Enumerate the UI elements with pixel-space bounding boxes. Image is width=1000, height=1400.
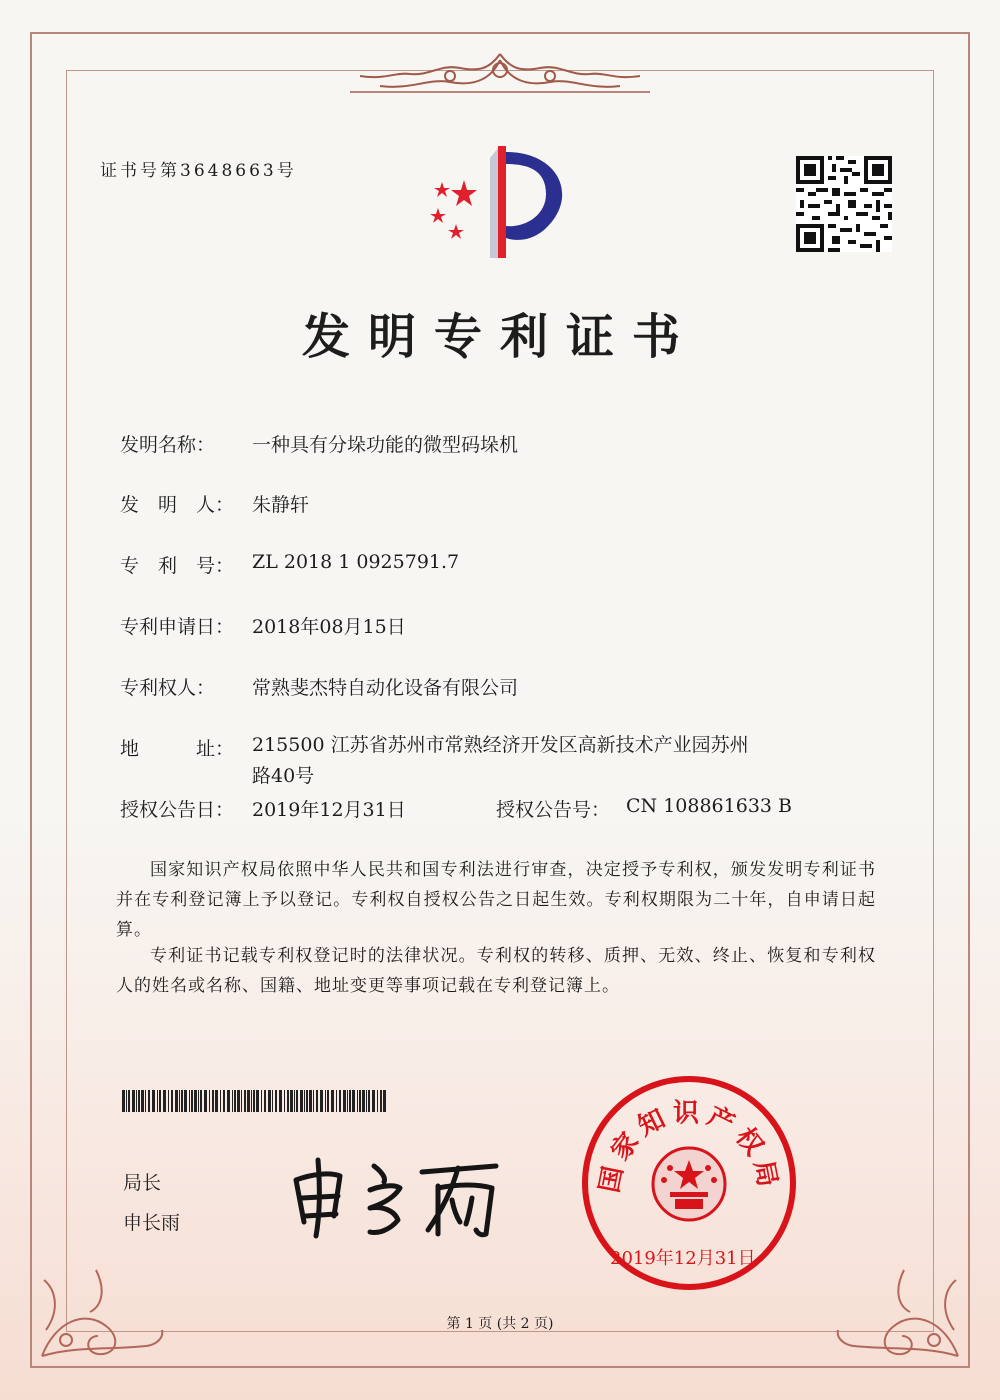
grant-date-label: 授权公告日： [120, 799, 235, 821]
invention-name-value: 一种具有分垛功能的微型码垛机 [252, 434, 519, 456]
grant-date-value: 2019年12月31日 [252, 799, 406, 821]
handwritten-signature [282, 1150, 512, 1240]
signature-name: 申长雨 [123, 1212, 181, 1234]
address-value: 215500 江苏省苏州市常熟经济开发区高新技术产业园苏州路40号 [252, 734, 749, 787]
certificate-number: 证书号第3648663号 [100, 161, 297, 181]
application-date-label: 专利申请日： [120, 616, 235, 638]
address-label: 地 址： [120, 738, 235, 760]
seal-date: 2019年12月31日 [610, 1248, 756, 1269]
signature-role: 局长 [123, 1172, 162, 1194]
national-emblem-icon [653, 1148, 725, 1220]
ornament-bottom-left [36, 1250, 176, 1362]
qr-code-icon [796, 156, 892, 252]
page-footer: 第 1 页 (共 2 页) [446, 1316, 554, 1332]
grant-number-value: CN 108861633 B [626, 795, 792, 817]
cnipa-logo-icon [420, 138, 580, 268]
grant-number-label: 授权公告号： [496, 799, 611, 821]
inventor-value: 朱静轩 [252, 494, 310, 516]
patent-number-value: ZL 2018 1 0925791.7 [252, 551, 460, 573]
barcode-icon [122, 1090, 386, 1112]
patent-number-label: 专 利 号： [120, 555, 235, 577]
inventor-label: 发 明 人： [120, 494, 235, 516]
ornament-bottom-right [824, 1250, 964, 1362]
application-date-value: 2018年08月15日 [252, 616, 406, 638]
paragraph-1: 国家知识产权局依照中华人民共和国专利法进行审查，决定授予专利权，颁发发明专利证书并在专利登记簿上予以登记。专利权自授权公告之日起生效。专利权期限为二十年，自申请日起算。 [116, 860, 876, 940]
page-title: 发明专利证书 [301, 309, 698, 365]
paragraph-2: 专利证书记载专利权登记时的法律状况。专利权的转移、质押、无效、终止、恢复和专利权人的姓名或名称、国籍、地址变更等事项记载在专利登记簿上。 [116, 946, 876, 996]
patentee-value: 常熟斐杰特自动化设备有限公司 [252, 677, 519, 699]
top-ornament [340, 46, 660, 98]
invention-name-label: 发明名称： [120, 434, 216, 456]
seal-text: 国家知识产权局 [594, 1098, 784, 1196]
patentee-label: 专利权人： [120, 677, 216, 699]
